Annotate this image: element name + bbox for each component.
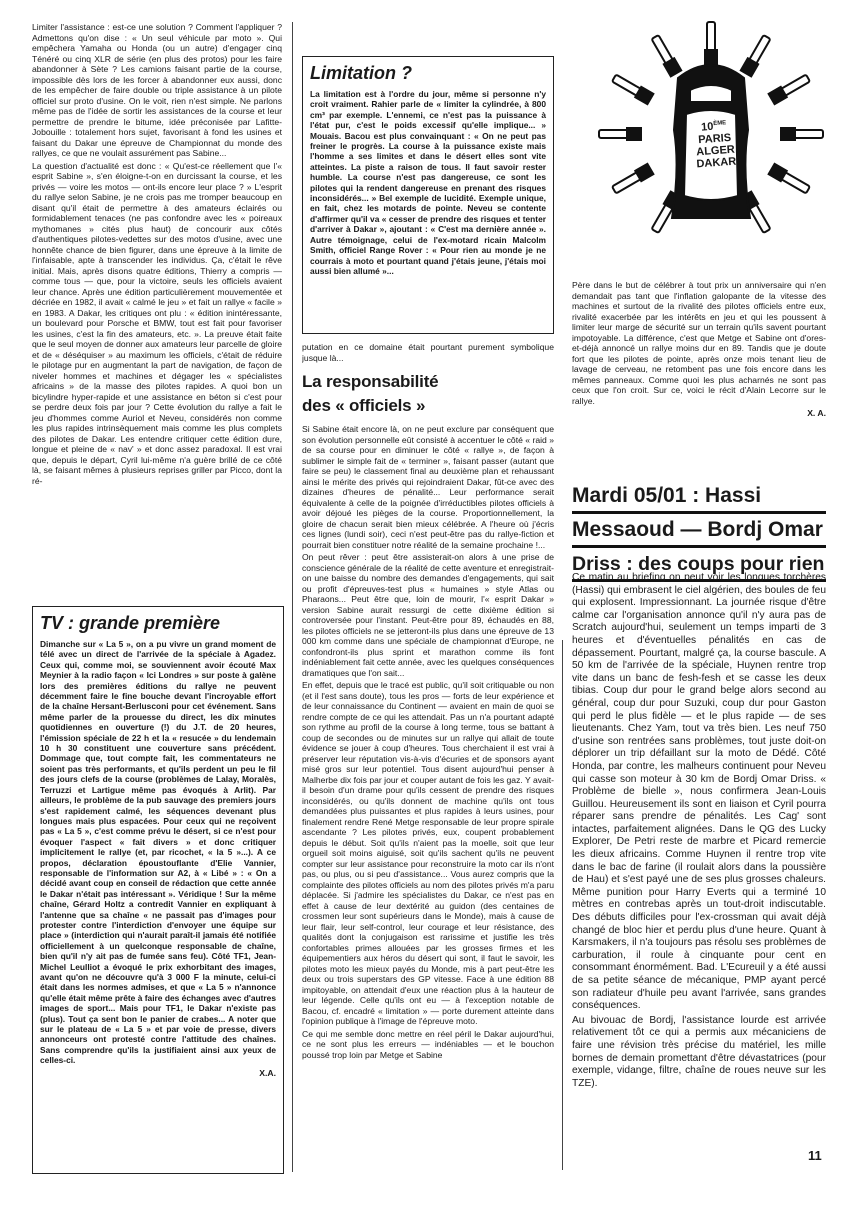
responsabilite-paragraph: Ce qui me semble donc mettre en réel péril le Dakar aujourd'hui, ce ne sont plus les erreurs — indéniables — et le bouchon poussé trop loin par Metge et Sabine (302, 1028, 554, 1060)
column-2-top-text: putation en ce domaine était pourtant purement symbolique jusque là... (302, 342, 554, 363)
column-2-top (302, 342, 554, 366)
rally-logo (592, 18, 830, 250)
mardi-headline-line3: Driss : des coups pour rien (572, 550, 826, 582)
spark-plug-icon (741, 34, 772, 76)
tv-box-text: Dimanche sur « La 5 », on a pu vivre un grand moment de télé avec un direct de l'arrivée de la spéciale à Agadez. Ceux qui, comme moi, se souviennent avoir écouté Max Meynier à la radio façon « Ici Londres » sur poste à galène lors des premières éditions du rallye ne peuvent décemment faire le fine bouche devant l'incroyable effort de la chaîne Hersant-Berlusconi pour cet événement. Sans même parler de la prouesse du direct, les dix minutes quotidiennes en ouverture (!) du J.T. de 20 heures, l'émission spéciale de 22 h et la « resucée » du lendemain 10 h 30 constituent une couverture sans précédent. Dommage que, tout compte fait, les commentateurs ne soient pas très performants, et qu'ils perdent un peu le fil des jours clefs de la course (problèmes de Lalay, Moralès, Terruzzi et Lartigue même pas évoqués à Arlit). Par ailleurs, le problème de la pub sauvage des premiers jours s'est rapidement calmé, les séquences devenant plus longues mais plus espacées. Pour ceux qui ne reçoivent pas « La 5 », c'est comme prévu le désert, si ce n'est pour évoquer l'aspect « fait divers » et donc critiquer implicitement le rallye (et, par ricochet, « la 5 »...). A ce propos, déclaration époustouflante d'Elie Vannier, responsable de l'information sur A2, à « Libé » : « On a décidé avant coup en conseil de rédaction que cette année le Dakar n'était pas intéressant ». Véridique ! Sur la même chaîne, Gérard Holtz a contredit Vannier en expliquant à l'antenne que sa chaîne « ne passait pas d'images pour protester contre l'interdiction d'envoyer une équipe sur place » (interdiction qui n'aurait paraît-il jamais été notifiée officiellement à un quelconque responsable de chaîne, bien qu'il n'y ait pas de fumée sans feu). Côté TF1, Jean-Michel Leulliot a évoqué le prix exhorbitant des images, avant qu'on ne découvre qu'à 3 000 F la minute, celui-ci était dans les normes admises, et que « La 5 » n'annonce qu'elle était même prête à faire des échanges avec d'autres images de sport... Mais pour TF1, le Dakar n'existe pas (plus). Tout ça sent bon le panier de crabes... A noter que sur le plateau de « La 5 » et par voie de presse, divers annonceurs ont protesté contre l'attitude des chaînes. Sans comprendre qu'ils la justifiaient ainsi aux yeux de celles-ci. (40, 639, 276, 1066)
column-1 (32, 22, 282, 597)
logo-line1: 10 (700, 120, 714, 134)
responsabilite-headline-line1: La responsabilité (302, 372, 439, 391)
limitation-box-text: La limitation est à l'ordre du jour, même si personne n'y croit vraiment. Rahier parle de « limiter la cylindrée, à 800 cm³ par exemple. L'ennemi, ce n'est pas la puissance à l'état pur, c'est le poids excessif qu'elle implique... » Mouais. Bacou est plus convainquant : « On ne peut pas freiner le progrès. La course à la puissance existe mais l'homme a ses limites et dans le désert elles sont vite atteintes. La piste a raison de tous. Il faut savoir rester humble. La course n'est pas dangereuse, ce sont les pilotes qui la rendent dangereuse en prenant des risques inconsidérés... » Bel exemple de lucidité. Exemple unique, en fait, chez les motards de pointe. Neveu se contente d'affirmer qu'il va « cesser de prendre des risques et tenter d'arriver à Dakar », ajoutant : « C'est ma dernière année ». Autre témoignage, celui de l'ex-motard ricain Malcolm Smith, officiel Range Rover : « Pour rien au monde je ne courrais à moto et pourtant quand j'étais jeune, j'étais moi aussi bien allumé »... (310, 89, 546, 276)
responsabilite-headline-line2: des « officiels » (302, 396, 426, 415)
limitation-box-title: Limitation ? (310, 63, 412, 83)
column-rule (562, 640, 563, 1170)
responsabilite-paragraph: On peut rêver : peut être assisterait-on alors à une prise de conscience générale de la réalité de cette aventure et enregistrait-on une baisse du nombre des demandes d'engagements, qui sait ou profit d'épreuves-test plus « humaines » style Atlas ou Pharaons... Peut être que, loin de mourir, l'« esprit Dakar » version Sabine aurait ressurgi de cette dixième édition si controversée pour l'instant. Peut-être pour 89, échaudés en 88, les pilotes officiels ne se jetteront-ils plus dans une épreuve de 13 000 km comme dans une spéciale de championnat d'Europe, ne confondront-ils plus sprint et marathon comme ils font indéniablement fait cette année, avec les quelques conséquences dramatiques que l'on sait... (302, 552, 554, 678)
logo-text (686, 116, 743, 170)
mardi-headline-line2: Messaoud — Bordj Omar (572, 516, 826, 548)
column-1-paragraph: La question d'actualité est donc : « Qu'est-ce réellement que l'« esprit Sabine », s'en éloigne-t-on en durcissant la course, et les privés — voire les motos — ont-ils encore leur place ? » L'esprit du rallye selon Sabine, je ne crois pas me tromper beaucoup en disant qu'il était de permettre à des amateurs éclairés ou formidablement tenaces (ne pas confondre avec les « poireaux mythomanes » cités plus haut) de concourir aux côtés d'authentiques pilotes-vedettes sur des motos d'usine, avec une honnête chance de bien figurer, dans une épreuve à la limite de l'infaisable, apte à transcender les individus. Ça, c'était le rêve initial. Mais, après disons quatre éditions, Thierry a compris — comme tous — que, pour la victoire, seuls les officiels avaient leur chance. Après une édition particulièrement mouvementée et décriée en 1982, il avait « calmé le jeu » et fait un rallye « facile » en 1983. A Dakar, les critiques ont plu : « édition inintéressante, un boulevard pour Porsche et BMW, tout est fait pour favoriser les usines, c'est la fin des amateurs, etc. ». La preuve était faite que le seul moyen de donner aux amateurs leur parcelle de gloire et de « déséquiser » au maximum les officiels, c'était de réduire le pilotage pur en augmentant la part de navigation, de façon de niveler hommes et machines et dégager les « spécialistes africains » de la masse des pilotes rapides. A quoi bon un bicylindre hyper-rapide et une assistance en béton si c'est pour se perdre deux fois par jour ? Cette évolution du rallye a fait le jeu d'hommes comme Auriol et Neveu, considérés non comme les plus rapides intrinsèquement mais comme les plus complets des pilotes de Dakar. Les entendre critiquer cette édition dure, longue et pleine de « nav' » et donc assez paradoxal. Il est vrai que, depuis le départ, Cyril lui-même n'a guère brillé de ce côté là, se faisant mêmes à plusieurs reprises griller par Picco, dont la ré- (32, 160, 282, 486)
responsabilite-headline (302, 370, 554, 418)
spark-plug-icon (599, 128, 641, 140)
mardi-paragraph: Ce matin au briefing on peut voir les longues torchères (Hassi) qui embrasent le ciel algérien, des boules de feu qui explosent. Impressionnant. La journée risque d'être calme car l'organisation annonce qu'il n'y aura pas de Scratch aujourd'hui, seulement un temps imparti de 3 heures et d'éventuelles pénalités en cas de dépassement. Pourtant, malgré ça, la course bascule. A 50 km de l'arrivée de la spéciale, Huynen rentre trop vite dans un banc de fesh-fesh et se casse les deux tibias. Coup dur pour le grand belge alors second au général, coup dur pour Suzuki, coup dur pour Gaston qui perd le plus fidèle — et le plus rapide — de ses lieutenants. Chez Yam, tout va très bien. Les neuf 750 d'usine son rentrées sans problèmes, tout juste doit-on déplorer un trip défaillant sur la moto de Dédé. Côté Honda, par contre, les malheurs continuent pour Neveu qui casse son moteur à 30 km de Bordj Omar Driss. « Problème de bielle », nous confirmera Jean-Louis Guillou. Heureusement ils sont en liaison et Cyril pourra réparer sans prendre de pénalités. Les Cag' sont intactes, parfaitement alignées. Dans le QG des Lucky Explorer, De Petri reste de marbre et Picard remercie les dieux africains. Comme Huynen il rentre trop vite dans le bac de farine (il roulait alors dans la poussière de Hau) et s'est payé une de ses plus grosses chaleurs. Même punition pour Harry Everts qui a terminé 10 mètres en contrebas après un tout-droit indiscutable. Des débuts difficiles pour l'ex-crossman qui avait déjà changé de bloc hier et perdu plus d'une heure. Quant à Karsmakers, il n'a toujours pas résolu ses problèmes de carburation, il roule à cinquante pour cent en consommant énormément. Bad. L'Ecureuil y a été aussi de sa petite séance de mécanique, PMP ayant percé son radiateur d'huile peu avant l'arrivée, sans grandes conséquences. (572, 572, 826, 1012)
column-rule (292, 22, 293, 1172)
logo-line2: PARIS (697, 131, 732, 146)
column-3-top-text: Père dans le but de célébrer à tout prix un anniversaire qui n'en demandait pas tant que l'inflation galopante de la vitesse des machines et surtout de la rivalité des pilotes officiels entre eux, rivalité exacerbée par les intérêts en jeu et qui les poussent à limiter leur marge de sécurité sur un terrain qu'ils savent pourtant impotoyable. La différence, c'est que Metge et Sabine ont d'ores-et-déjà annoncé un rallye moins dur en 89. Tandis que je doute fort que les pilotes de pointe, après onze mois tenant lieu de lavage de cerveau, ne retombent pas une fois encore dans les mêmes panneaux. Comme quoi les plus acharnés ne sont pas ceux que l'on croit. Sur ce, voici le récit d'Alain Lecorre sur le rallye. (572, 280, 826, 406)
column-3 (572, 572, 826, 1132)
logo-line4: DAKAR (696, 155, 737, 170)
spark-plug-icon (781, 128, 823, 140)
responsabilite-paragraph: En effet, depuis que le tracé est public, qu'il soit critiquable ou non (et il l'est sans doute), tous les pros — forts de leur expérience et de leur connaissance du Continent — avaient en main de quoi se rendre compte de ce qui les attendait. Pas un n'a pourtant adapté son rythme au profil de la course à long terme, tous se battant à coup de secondes ou de minutes sur un rallye qui allait de toute évidence se jouer à coup d'heures. Tous cherchaient il est vrai à préserver leur réputation vis-à-vis d'écuries et de sponsors ayant misé gros sur leur potentiel. Tous disent aujourd'hui penser à Malherbe dix fois par jour et couper autant de fois les gaz. Y avait-il besoin d'un drame pour qu'ils cessent de prendre des risques inconsidérés, ou qu'ils donnent de machine qu'ils ont tous demandées plus puissantes et plus rapides à leurs usines, pour finalement rendre René Metge responsable de leur propre spirale ascendante ? Les pilotes privés, eux, coupent probablement depuis le début. Soit qu'ils n'aient pas la moelle, soit que leur orgueil soit moins aiguisé, soit qu'ils sachent qu'ils ne peuvent compter sur leur assistance pour reconstruire la moto car ils n'ont pas, ou plus, ou si peu d'assistance... Vous aurez compris que la complainte des pilotes officiels au nom des pilotes privés m'a paru déplacée. Si j'admire les spécialistes du Dakar, ce n'est pas en effet à cause de leur dextérité au guidon (des centaines de crossmen leur sont supérieurs dans le Monde), mais à cause de leur flair, leur self-control, leur courage et leur résistance, des qualités dont la conjugaison est rarissime et justifie les très confortables primes allouées par les grosses firmes et les équipementiers aux héros du désert qui sont, il faut le savoir, les pilotes moto les mieux payés du Monde, mis à part peut-être les deux ou trois superstars des GP vitesse. Face à une édition 88 impitoyable, on attendait d'eux une réaction plus à la hauteur de leur légende. Celle qu'ils ont eu — à l'exception notable de Bacou, cf. encadré « limitation » — porte durement atteinte dans l'opinion publique à l'image de l'épreuve moto. (302, 680, 554, 1026)
spark-plug-icon (650, 34, 681, 76)
tv-box-signature: X.A. (259, 1067, 276, 1078)
tv-box-title: TV : grande première (40, 613, 221, 633)
page-number: 11 (808, 1148, 822, 1163)
spark-plug-icon (611, 164, 653, 195)
mardi-paragraph: Au bivouac de Bordj, l'assistance lourde est arrivée relativement tôt ce qui a permis aux mécaniciens de faire une révision très précise du matériel, les mille bornes de demain promettant d'être dévastatrices (pour exemple, vidange, filtre, chaîne de roues neuve sur les TZE). (572, 1014, 826, 1089)
logo-line3: ALGER (695, 143, 736, 158)
tv-box (32, 606, 284, 1174)
column-3-signature: X. A. (807, 408, 826, 418)
logo-line1-sup: ÈME (713, 120, 727, 128)
spark-plug-icon (611, 73, 653, 104)
spark-plug-icon (705, 22, 717, 64)
column-2 (302, 424, 554, 1176)
mardi-headline (572, 482, 826, 584)
column-1-paragraph: Limiter l'assistance : est-ce une solution ? Comment l'appliquer ? Admettons qu'on dise : « Un seul véhicule par moto ». Qui empêchera Yamaha ou Honda (ou un autre) d'engager cinq Ténéré ou cinq XLR de série (en plus des protos) pour les faire abandonner à Sète ? Les camions faisant partie de la course, impossible dès lors de les forcer à abandonner eux aussi, donc de les empêcher de faire double ou triple assistance à un pilote officiel sur proto d'usine. On le voit, rien n'est simple. Ne parlons même pas de l'idée de sortir les assistances de la course et leur permettre de prendre le bitume, idée préconisée par Lafitte-Jobouille : totalement hors sujet, favorisant à fond les usines et faisant du Dakar une épreuve de Championnat du monde des rallyes, ce que ne voulait assurément pas Sabine... (32, 22, 282, 158)
spark-plug-icon (769, 73, 811, 104)
mardi-headline-line1: Mardi 05/01 : Hassi (572, 482, 826, 514)
column-3-top (572, 280, 826, 480)
responsabilite-paragraph: Si Sabine était encore là, on ne peut exclure par conséquent que son évolution personnelle eût consisté à accentuer le côté « raid » de sa course pour en diminuer le côté « rallye », de façon à sublimer le simple fait de « terminer », faisant passer (autant que faire se peu) le classement final au deuxième plan et rehaussant ainsi le mérite des privés qui rejoindraient Dakar, fût-ce avec des dizaines d'heures de pénalité... Leur performance serait équivalente à celle de la poignée d'irréductibles pilotes officiels à avoir déjoué les pièges de la course. Proportionnellement, la gloire de chacun serait bien mieux célébrée. A l'heure où j'écris ces lignes (lundi soir), ceci n'est peut-être pas du rallye-fiction et pourrait bien constituer notre réalité de la semaine prochaine !... (302, 424, 554, 550)
spark-plug-icon (769, 164, 811, 195)
limitation-box (302, 56, 554, 334)
